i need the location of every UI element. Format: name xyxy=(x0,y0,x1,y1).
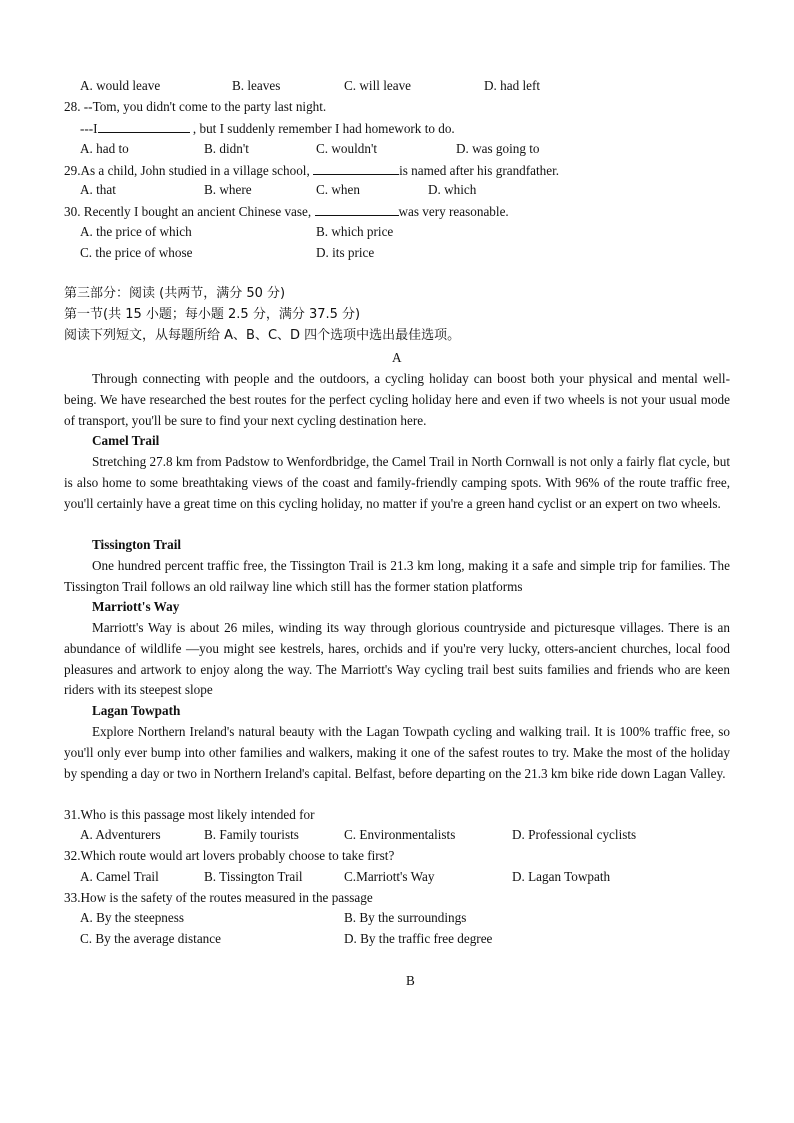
tissington-trail-paragraph: One hundred percent traffic free, the Tissington Trail is 21.3 km long, making it a safe and simple trip for families. The Tissington Trail follows an old railway line which still has the former station platforms xyxy=(64,558,730,594)
q31-option-b: B. Family tourists xyxy=(204,827,299,842)
q30-stem-end: was very reasonable. xyxy=(398,204,509,219)
q28-reply xyxy=(80,118,455,139)
q30-option-b: B. which price xyxy=(316,224,394,239)
q31-option-a: A. Adventurers xyxy=(80,827,161,842)
passage-b-label: B xyxy=(406,973,415,988)
q30-option-a: A. the price of which xyxy=(80,224,192,239)
q32-option-c: C.Marriott's Way xyxy=(344,869,435,884)
q27-option-a: A. would leave xyxy=(80,78,161,93)
subsection-title: 第一节(共 15 小题；每小题 2.5 分，满分 37.5 分) xyxy=(64,307,361,322)
q32-option-a: A. Camel Trail xyxy=(80,869,159,884)
q33-stem: 33.How is the safety of the routes measured in the passage xyxy=(64,890,373,905)
q28-option-c: C. wouldn't xyxy=(316,141,377,156)
q27-option-c: C. will leave xyxy=(344,78,412,93)
q28-reply-start: ---I xyxy=(80,121,98,136)
q28-answer-blank xyxy=(98,118,190,133)
q29-option-d: D. which xyxy=(428,182,477,197)
tissington-trail-heading: Tissington Trail xyxy=(92,537,182,552)
camel-trail-heading: Camel Trail xyxy=(92,433,160,448)
q28-reply-end: , but I suddenly remember I had homework to do. xyxy=(189,121,455,136)
q32-stem: 32.Which route would art lovers probably choose to take first? xyxy=(64,848,395,863)
q29-stem xyxy=(64,160,559,181)
q30-option-c: C. the price of whose xyxy=(80,245,193,260)
lagan-towpath-heading: Lagan Towpath xyxy=(92,703,181,718)
q30-stem-start: 30. Recently I bought an ancient Chinese vase, xyxy=(64,204,312,219)
q29-option-c: C. when xyxy=(316,182,360,197)
part-title: 第三部分：阅读 (共两节，满分 50 分) xyxy=(64,286,286,301)
passage-a-label: A xyxy=(392,350,402,365)
q31-option-d: D. Professional cyclists xyxy=(512,827,637,842)
q27-option-b: B. leaves xyxy=(232,78,281,93)
q28-option-d: D. was going to xyxy=(456,141,540,156)
q33-option-a: A. By the steepness xyxy=(80,910,185,925)
camel-trail-paragraph: Stretching 27.8 km from Padstow to Wenfordbridge, the Camel Trail in North Cornwall is not only a fairly flat cycle, but is also home to some breathtaking views of the coast and family-friendly camping spots. With 96% of the route traffic free, you'll certainly have a great time on this cycling holiday, no matter if you're a green hand cyclist or an expert on two wheels. xyxy=(64,454,730,511)
q30-stem xyxy=(64,201,509,222)
q27-option-d: D. had left xyxy=(484,78,541,93)
q33-option-b: B. By the surroundings xyxy=(344,910,467,925)
q28-option-b: B. didn't xyxy=(204,141,249,156)
q28-stem: 28. --Tom, you didn't come to the party last night. xyxy=(64,99,327,114)
q31-option-c: C. Environmentalists xyxy=(344,827,456,842)
q29-stem-end: is named after his grandfather. xyxy=(399,163,560,178)
marriotts-way-paragraph: Marriott's Way is about 26 miles, winding its way through glorious countryside and picturesque villages. There is an abundance of wildlife —you might see kestrels, hares, orchids and if you're very lucky, otters-ancient churches, local food pleasures and artwork to enjoy along the way. The Marriott's Way cycling trail best suits families and friends who are keen riders with its steepest slope xyxy=(64,620,730,698)
q29-option-a: A. that xyxy=(80,182,116,197)
q32-option-b: B. Tissington Trail xyxy=(204,869,303,884)
q31-stem: 31.Who is this passage most likely intended for xyxy=(64,807,315,822)
q33-option-d: D. By the traffic free degree xyxy=(344,931,493,946)
q30-option-d: D. its price xyxy=(316,245,375,260)
q33-option-c: C. By the average distance xyxy=(80,931,221,946)
q32-option-d: D. Lagan Towpath xyxy=(512,869,611,884)
q29-option-b: B. where xyxy=(204,182,252,197)
q29-stem-start: 29.As a child, John studied in a village school, xyxy=(64,163,310,178)
passage-intro: Through connecting with people and the outdoors, a cycling holiday can boost both your physical and mental well-being. We have researched the best routes for the perfect cycling holiday here and even if two wheels is not your usual mode of transport, you'll be sure to find your next cycling destination here. xyxy=(64,371,730,428)
q29-answer-blank xyxy=(313,160,399,175)
q28-option-a: A. had to xyxy=(80,141,129,156)
marriotts-way-heading: Marriott's Way xyxy=(92,599,180,614)
lagan-towpath-paragraph: Explore Northern Ireland's natural beauty with the Lagan Towpath cycling and walking trail. It is 100% traffic free, so you'll only ever bump into other families and walkers, making it one of the safest routes to try. Make the most of the holiday by spending a day or two in Northern Ireland's capital. Belfast, before departing on the 21.3 km bike ride down Lagan Valley. xyxy=(64,724,730,781)
q30-answer-blank xyxy=(315,201,399,216)
instruction: 阅读下列短文，从每题所给 A、B、C、D 四个选项中选出最佳选项。 xyxy=(64,328,461,343)
